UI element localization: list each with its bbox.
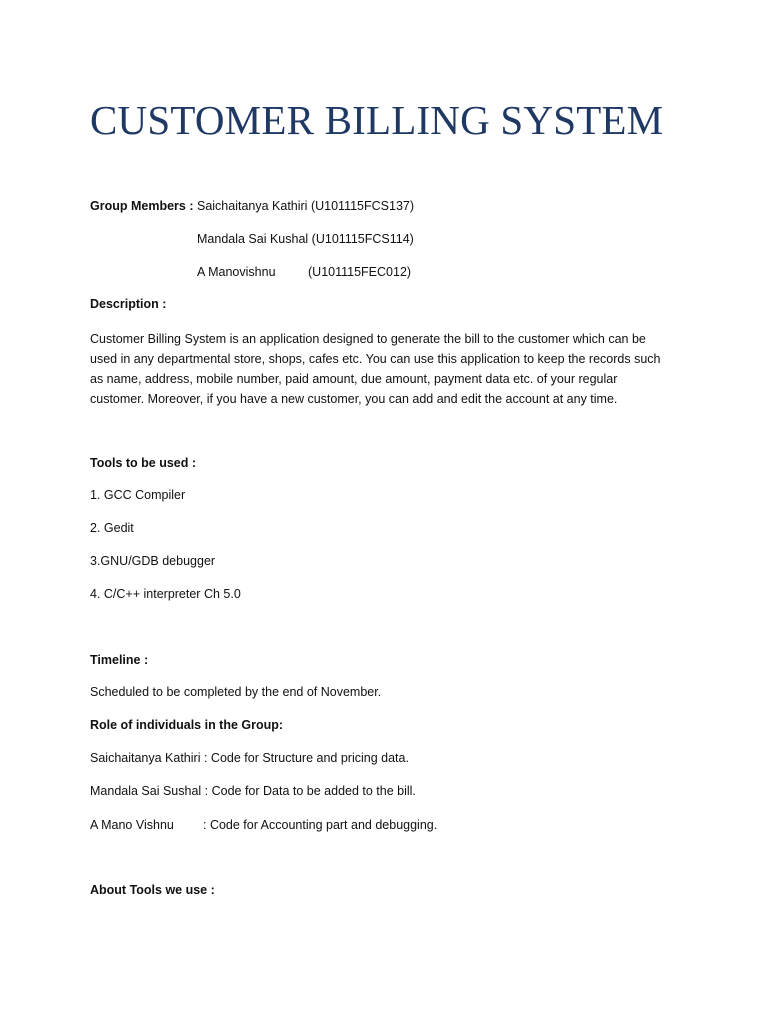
role-person: A Mano Vishnu xyxy=(90,818,174,832)
tool-item: 2. Gedit xyxy=(90,521,134,535)
description-line: as name, address, mobile number, paid amount, due amount, payment data etc. of your regular xyxy=(90,372,618,386)
role-description: : Code for Structure and pricing data. xyxy=(203,751,409,765)
member-name: Mandala Sai Kushal xyxy=(197,232,309,246)
document-title: CUSTOMER BILLING SYSTEM xyxy=(90,97,664,143)
roles-heading: Role of individuals in the Group: xyxy=(90,718,284,732)
role-description: : Code for Data to be added to the bill. xyxy=(201,784,416,798)
role-description: : Code for Accounting part and debugging. xyxy=(203,818,438,832)
role-row xyxy=(90,750,409,766)
members-label: Group Members : xyxy=(90,199,194,213)
about-tools-heading: About Tools we use : xyxy=(90,883,215,897)
description-line: used in any departmental store, shops, cafes etc. You can use this application to keep the records such xyxy=(90,352,661,366)
member-row-1 xyxy=(90,198,414,214)
member-id: (U101115FCS137) xyxy=(310,199,415,213)
role-person: Mandala Sai Sushal xyxy=(90,784,202,798)
member-id: (U101115FCS114) xyxy=(311,232,414,246)
timeline-text: Scheduled to be completed by the end of November. xyxy=(90,685,382,699)
description-paragraph xyxy=(90,329,675,409)
tool-item: 1. GCC Compiler xyxy=(90,488,186,502)
description-heading: Description : xyxy=(90,297,167,311)
role-row xyxy=(90,817,437,833)
timeline-heading: Timeline : xyxy=(90,653,149,667)
member-row-2 xyxy=(197,231,414,247)
member-id: (U101115FEC012) xyxy=(308,265,412,279)
tool-item: 3.GNU/GDB debugger xyxy=(90,554,216,568)
tools-heading: Tools to be used : xyxy=(90,456,197,470)
role-row xyxy=(90,783,416,799)
member-name: Saichaitanya Kathiri xyxy=(196,199,308,213)
role-person: Saichaitanya Kathiri xyxy=(90,751,201,765)
description-line: Customer Billing System is an application designed to generate the bill to the customer which can be xyxy=(90,332,646,346)
tool-item: 4. C/C++ interpreter Ch 5.0 xyxy=(90,587,241,601)
member-name: A Manovishnu xyxy=(197,265,276,279)
member-row-3 xyxy=(197,264,411,280)
description-line: customer. Moreover, if you have a new customer, you can add and edit the account at any time. xyxy=(90,392,618,406)
